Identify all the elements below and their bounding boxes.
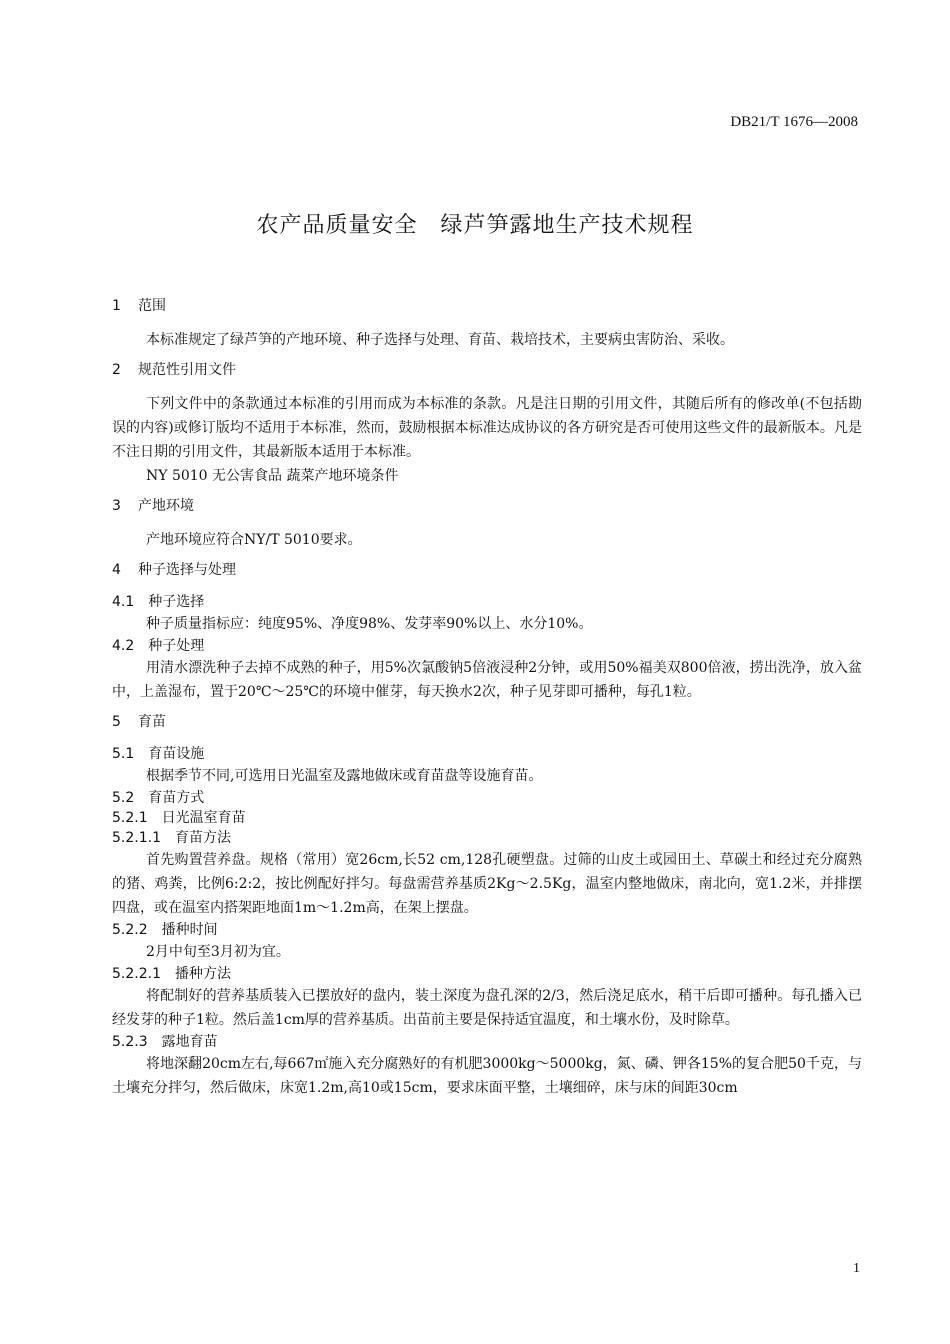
section-5-2-2-1-heading: 5.2.2.1 播种方法 bbox=[112, 966, 231, 982]
section-5-1-heading: 5.1 育苗设施 bbox=[112, 746, 205, 762]
section-5-2-heading: 5.2 育苗方式 bbox=[112, 790, 205, 806]
section-3-paragraph: 产地环境应符合NY/T 5010要求。 bbox=[146, 532, 362, 548]
section-2-heading: 2 规范性引用文件 bbox=[112, 362, 236, 378]
section-5-2-1-1-paragraph: 首先购置营养盘。规格（常用）宽26cm,长52 cm,128孔硬塑盘。过筛的山皮土或园田土、草碳土和经过充分腐熟的猪、鸡粪，比例6:2:2，按比例配好拌匀。每盘需营养基质2Kg～2.5Kg，温室内整地做床，南北向，宽1.2米，并排摆四盘，或在温室内搭架距地面1m～1.2m高，在架上摆盘。 bbox=[112, 852, 862, 916]
section-1-heading: 1 范围 bbox=[112, 298, 166, 314]
section-5-2-2-paragraph: 2月中旬至3月初为宜。 bbox=[146, 944, 290, 960]
section-2-paragraph: 下列文件中的条款通过本标准的引用而成为本标准的条款。凡是注日期的引用文件，其随后所有的修改单(不包括勘误的内容)或修订版均不适用于本标准，然而，鼓励根据本标准达成协议的各方研究是否可使用这些文件的最新版本。凡是不注日期的引用文件，其最新版本适用于本标准。 bbox=[112, 396, 862, 460]
section-5-2-3-heading: 5.2.3 露地育苗 bbox=[112, 1034, 218, 1050]
document-title: 农产品质量安全 绿芦笋露地生产技术规程 bbox=[256, 213, 694, 238]
section-5-heading: 5 育苗 bbox=[112, 714, 166, 730]
section-4-1-paragraph: 种子质量指标应：纯度95%、净度98%、发芽率90%以上、水分10%。 bbox=[146, 616, 593, 632]
document-body bbox=[112, 296, 862, 1100]
section-4-2-paragraph: 用清水漂洗种子去掉不成熟的种子，用5%次氯酸钠5倍液浸种2分钟，或用50%福美双800倍液，捞出洗净，放入盆中，上盖湿布，置于20℃～25℃的环境中催芽，每天换水2次，种子见芽即可播种，每孔1粒。 bbox=[112, 660, 862, 700]
section-1-paragraph: 本标准规定了绿芦笋的产地环境、种子选择与处理、育苗、栽培技术，主要病虫害防治、采收。 bbox=[146, 332, 734, 348]
section-4-1-heading: 4.1 种子选择 bbox=[112, 594, 205, 610]
section-4-heading: 4 种子选择与处理 bbox=[112, 562, 236, 578]
section-3-heading: 3 产地环境 bbox=[112, 498, 194, 514]
section-5-2-3-paragraph: 将地深翻20cm左右,每667㎡施入充分腐熟好的有机肥3000kg～5000kg，氮、磷、钾各15%的复合肥50千克，与土壤充分拌匀，然后做床，床宽1.2m,高10或15cm，要求床面平整，土壤细碎，床与床的间距30cm bbox=[112, 1056, 862, 1096]
section-2-reference: NY 5010 无公害食品 蔬菜产地环境条件 bbox=[146, 468, 399, 484]
section-5-2-2-1-paragraph: 将配制好的营养基质装入已摆放好的盘内，装土深度为盘孔深的2/3，然后浇足底水，稍干后即可播种。每孔播入已经发芽的种子1粒。然后盖1cm厚的营养基质。出苗前主要是保持适宜温度，和土壤水份，及时除草。 bbox=[112, 988, 862, 1028]
section-5-2-1-1-heading: 5.2.1.1 育苗方法 bbox=[112, 830, 231, 846]
document-code: DB21/T 1676—2008 bbox=[730, 114, 858, 130]
section-5-1-paragraph: 根据季节不同,可选用日光温室及露地做床或育苗盘等设施育苗。 bbox=[146, 768, 543, 784]
page-number: 1 bbox=[853, 1261, 860, 1276]
section-4-2-heading: 4.2 种子处理 bbox=[112, 638, 205, 654]
section-5-2-1-heading: 5.2.1 日光温室育苗 bbox=[112, 810, 246, 826]
section-5-2-2-heading: 5.2.2 播种时间 bbox=[112, 922, 218, 938]
